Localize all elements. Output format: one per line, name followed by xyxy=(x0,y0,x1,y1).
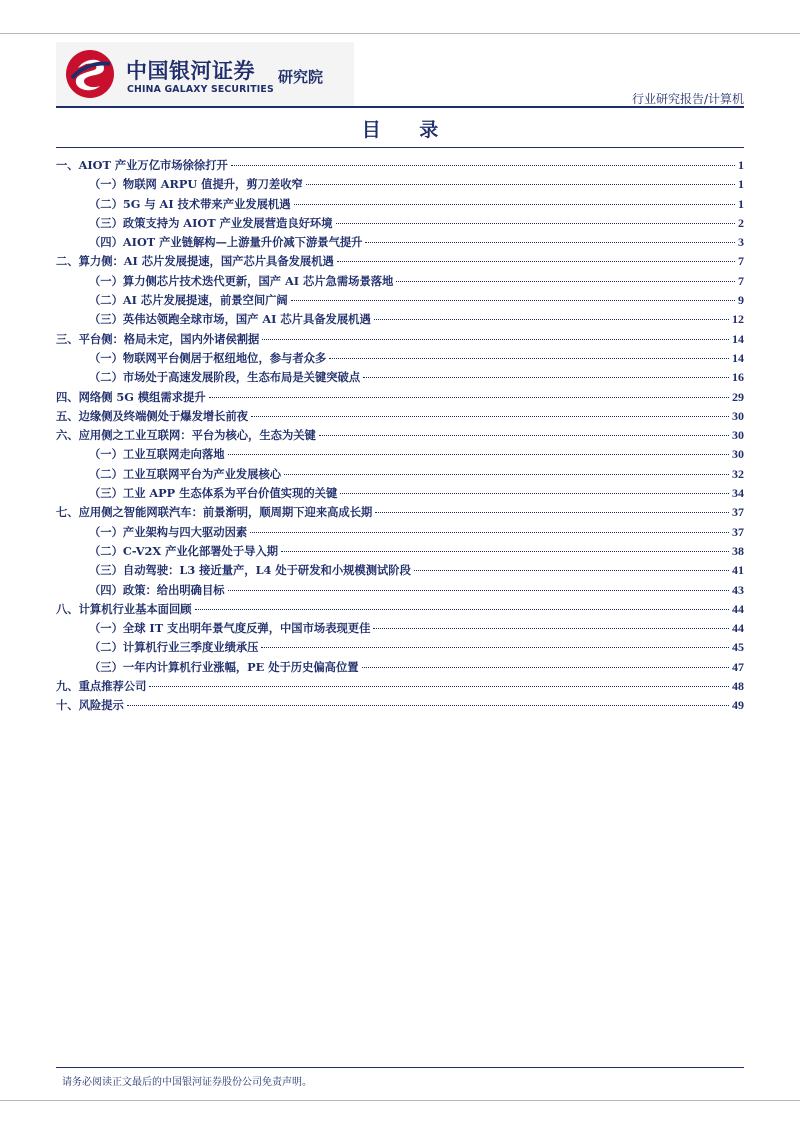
toc-entry-page: 41 xyxy=(732,563,744,578)
toc-entry[interactable] xyxy=(56,543,744,562)
toc-entry-page: 7 xyxy=(738,254,744,269)
toc-entry-page: 7 xyxy=(738,273,744,288)
toc-entry-label: （三）英伟达领跑全球市场，国产 AI 芯片具备发展机遇 xyxy=(89,312,371,327)
toc-dot-leader xyxy=(365,242,735,243)
toc-dot-leader xyxy=(294,204,735,205)
toc-dot-leader xyxy=(362,667,729,668)
toc-entry-label: （一）全球 IT 支出明年景气度反弹，中国市场表现更佳 xyxy=(89,621,371,636)
toc-entry-page: 49 xyxy=(732,698,744,713)
toc-entry-page: 47 xyxy=(732,659,744,674)
toc-dot-leader xyxy=(284,474,729,475)
toc-entry[interactable] xyxy=(56,292,744,311)
toc-entry-label: （二）5G 与 AI 技术带来产业发展机遇 xyxy=(89,196,291,211)
toc-entry-page: 16 xyxy=(732,370,744,385)
toc-entry-page: 44 xyxy=(732,621,744,636)
toc-entry-label: （一）产业架构与四大驱动因素 xyxy=(89,524,248,539)
toc-entry-label: （二）工业互联网平台为产业发展核心 xyxy=(89,466,282,481)
toc-dot-leader xyxy=(228,454,729,455)
toc-dot-leader xyxy=(337,261,735,262)
toc-entry-page: 3 xyxy=(738,235,744,250)
toc-entry[interactable] xyxy=(56,253,744,272)
toc-entry-page: 14 xyxy=(732,331,744,346)
toc-entry-page: 30 xyxy=(732,428,744,443)
galaxy-logo-icon xyxy=(64,48,116,100)
table-of-contents xyxy=(56,157,744,717)
toc-entry-label: （三）政策支持为 AIOT 产业发展营造良好环境 xyxy=(89,215,333,230)
toc-title-divider xyxy=(56,147,744,148)
toc-dot-leader xyxy=(375,512,729,513)
toc-entry-label: 二、算力侧：AI 芯片发展提速，国产芯片具备发展机遇 xyxy=(56,254,334,269)
report-category: 行业研究报告/计算机 xyxy=(631,92,744,106)
toc-dot-leader xyxy=(195,609,729,610)
toc-entry-page: 2 xyxy=(738,215,744,230)
toc-entry-page: 1 xyxy=(738,158,744,172)
toc-entry[interactable] xyxy=(56,427,744,446)
toc-entry[interactable] xyxy=(56,485,744,504)
toc-dot-leader xyxy=(373,628,729,629)
toc-entry[interactable] xyxy=(56,678,744,697)
toc-dot-leader xyxy=(340,493,729,494)
toc-entry-page: 43 xyxy=(732,582,744,597)
toc-dot-leader xyxy=(251,416,729,417)
toc-entry-label: （一）算力侧芯片技术迭代更新，国产 AI 芯片急需场景落地 xyxy=(89,273,394,288)
toc-entry-page: 1 xyxy=(738,196,744,211)
toc-entry[interactable] xyxy=(56,215,744,234)
toc-entry[interactable] xyxy=(56,350,744,369)
toc-entry-label: （一）物联网 ARPU 值提升，剪刀差收窄 xyxy=(89,177,303,192)
toc-dot-leader xyxy=(329,358,729,359)
toc-entry-label: （三）工业 APP 生态体系为平台价值实现的关键 xyxy=(89,486,338,501)
toc-dot-leader xyxy=(261,647,729,648)
toc-dot-leader xyxy=(336,223,735,224)
toc-dot-leader xyxy=(209,397,729,398)
toc-entry-label: （二）C-V2X 产业化部署处于导入期 xyxy=(89,543,279,558)
toc-entry-label: （二）计算机行业三季度业绩承压 xyxy=(89,640,259,655)
toc-entry[interactable] xyxy=(56,697,744,716)
toc-entry-page: 38 xyxy=(732,543,744,558)
toc-entry[interactable] xyxy=(56,234,744,253)
brand-name-en: CHINA GALAXY SECURITIES xyxy=(127,84,274,95)
toc-entry[interactable] xyxy=(56,620,744,639)
toc-entry-page: 37 xyxy=(732,505,744,520)
toc-entry[interactable] xyxy=(56,582,744,601)
toc-entry[interactable] xyxy=(56,466,744,485)
toc-entry-page: 9 xyxy=(738,293,744,308)
toc-dot-leader xyxy=(319,435,729,436)
toc-dot-leader xyxy=(363,377,729,378)
toc-entry[interactable] xyxy=(56,157,744,176)
brand-logo xyxy=(56,42,354,106)
toc-entry-label: （一）物联网平台侧居于枢纽地位，参与者众多 xyxy=(89,350,327,365)
toc-entry[interactable] xyxy=(56,176,744,195)
toc-entry-label: 三、平台侧：格局未定，国内外诸侯割据 xyxy=(56,331,260,346)
toc-entry-page: 12 xyxy=(732,312,744,327)
footer-divider xyxy=(56,1067,744,1068)
toc-entry-page: 14 xyxy=(732,350,744,365)
toc-entry-label: 十、风险提示 xyxy=(56,698,124,713)
toc-dot-leader xyxy=(262,339,729,340)
toc-entry-label: （二）市场处于高速发展阶段，生态布局是关键突破点 xyxy=(89,370,361,385)
toc-entry-label: 一、AIOT 产业万亿市场徐徐打开 xyxy=(56,158,228,172)
toc-entry-page: 1 xyxy=(738,177,744,192)
toc-entry[interactable] xyxy=(56,524,744,543)
toc-entry-label: （四）政策：给出明确目标 xyxy=(89,582,225,597)
toc-dot-leader xyxy=(374,319,729,320)
toc-entry-page: 48 xyxy=(732,679,744,694)
brand-institute: 研究院 xyxy=(278,68,324,86)
toc-entry-label: 四、网络侧 5G 模组需求提升 xyxy=(56,389,206,404)
toc-title: 目 录 xyxy=(361,119,455,141)
toc-entry-label: （二）AI 芯片发展提速，前景空间广阔 xyxy=(89,293,288,308)
toc-entry-page: 45 xyxy=(732,640,744,655)
toc-dot-leader xyxy=(291,300,735,301)
toc-dot-leader xyxy=(396,281,735,282)
toc-entry[interactable] xyxy=(56,273,744,292)
toc-entry-label: （三）自动驾驶：L3 接近量产，L4 处于研发和小规模测试阶段 xyxy=(89,563,411,578)
toc-entry[interactable] xyxy=(56,331,744,350)
toc-dot-leader xyxy=(281,551,729,552)
toc-entry-label: 七、应用侧之智能网联汽车：前景渐明，顺周期下迎来高成长期 xyxy=(56,505,373,520)
toc-entry[interactable] xyxy=(56,446,744,465)
toc-entry-page: 30 xyxy=(732,408,744,423)
toc-entry-page: 30 xyxy=(732,447,744,462)
toc-entry-page: 29 xyxy=(732,389,744,404)
top-page-border xyxy=(0,33,800,34)
toc-entry-label: 九、重点推荐公司 xyxy=(56,679,147,694)
toc-dot-leader xyxy=(414,570,729,571)
toc-entry-label: （三）一年内计算机行业涨幅，PE 处于历史偏高位置 xyxy=(89,659,359,674)
toc-entry-label: 六、应用侧之工业互联网：平台为核心，生态为关键 xyxy=(56,428,316,443)
toc-entry[interactable] xyxy=(56,196,744,215)
brand-name-cn: 中国银河证券 xyxy=(126,59,255,83)
header-divider xyxy=(56,106,744,108)
toc-dot-leader xyxy=(306,184,735,185)
toc-entry-page: 44 xyxy=(732,601,744,616)
toc-entry[interactable] xyxy=(56,504,744,523)
bottom-page-border xyxy=(0,1100,800,1101)
toc-entry[interactable] xyxy=(56,639,744,658)
toc-entry-page: 34 xyxy=(732,486,744,501)
toc-entry[interactable] xyxy=(56,601,744,620)
toc-entry[interactable] xyxy=(56,408,744,427)
toc-entry-label: 五、边缘侧及终端侧处于爆发增长前夜 xyxy=(56,408,249,423)
toc-entry[interactable] xyxy=(56,659,744,678)
toc-dot-leader xyxy=(228,590,729,591)
toc-dot-leader xyxy=(250,532,729,533)
toc-entry-label: 八、计算机行业基本面回顾 xyxy=(56,601,192,616)
toc-entry-label: （四）AIOT 产业链解构—上游量升价减下游景气提升 xyxy=(89,235,363,250)
disclaimer-note: 请务必阅读正文最后的中国银河证券股份公司免责声明。 xyxy=(62,1077,312,1088)
toc-entry-page: 37 xyxy=(732,524,744,539)
toc-entry[interactable] xyxy=(56,562,744,581)
toc-entry[interactable] xyxy=(56,389,744,408)
toc-dot-leader xyxy=(127,705,729,706)
toc-entry[interactable] xyxy=(56,369,744,388)
toc-entry-label: （一）工业互联网走向落地 xyxy=(89,447,225,462)
toc-dot-leader xyxy=(149,686,729,687)
toc-dot-leader xyxy=(231,165,735,166)
toc-entry[interactable] xyxy=(56,311,744,330)
toc-entry-page: 32 xyxy=(732,466,744,481)
